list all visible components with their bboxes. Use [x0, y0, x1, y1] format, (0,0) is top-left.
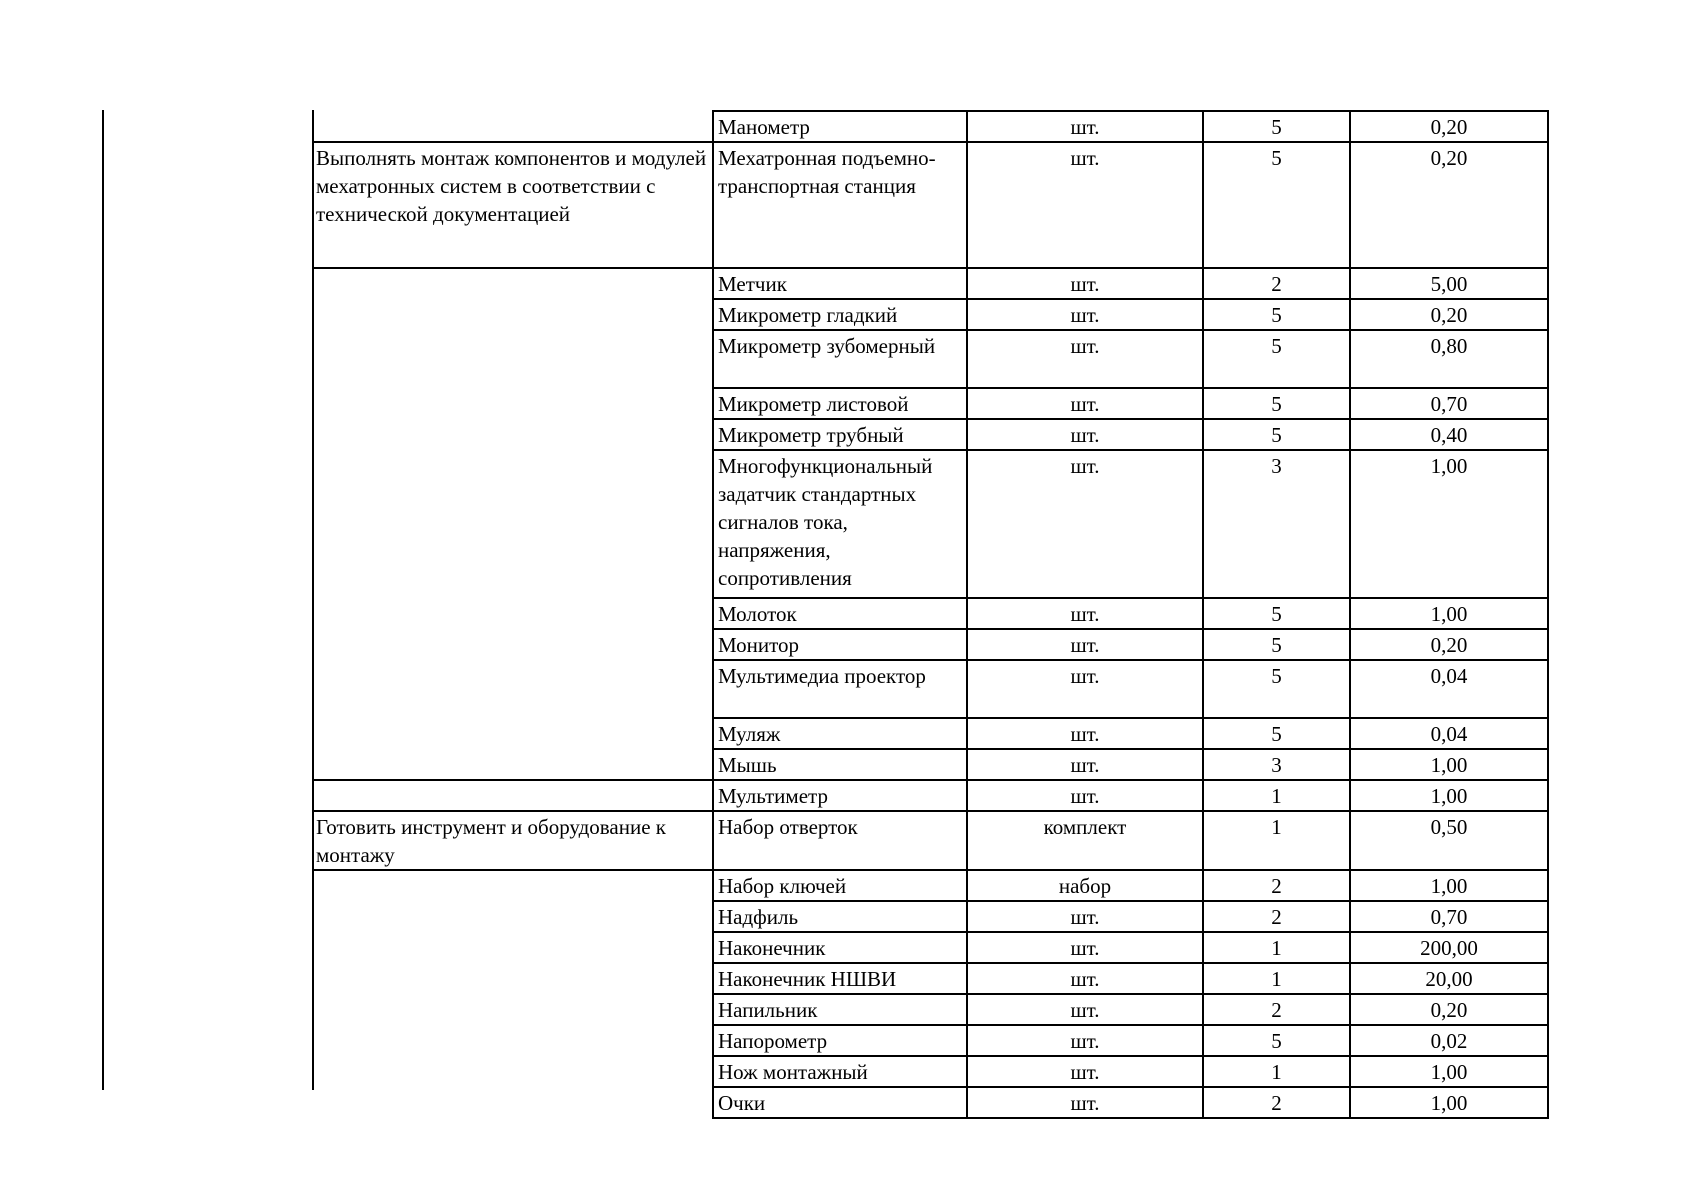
task-cell	[312, 419, 713, 450]
item-name-cell: Метчик	[713, 268, 967, 299]
table-row	[312, 660, 1548, 718]
quantity-cell: 5	[1203, 629, 1350, 660]
item-name-cell: Мультиметр	[713, 780, 967, 811]
task-cell	[312, 388, 713, 419]
coefficient-cell: 5,00	[1350, 268, 1548, 299]
task-cell	[312, 629, 713, 660]
item-name-cell: Нож монтажный	[713, 1056, 967, 1087]
unit-cell: шт.	[967, 419, 1203, 450]
coefficient-cell: 0,02	[1350, 1025, 1548, 1056]
item-name-cell: Мультимедиа проектор	[713, 660, 967, 718]
equipment-table	[312, 110, 1549, 1119]
coefficient-cell: 0,70	[1350, 901, 1548, 932]
quantity-cell: 5	[1203, 111, 1350, 142]
table-row	[312, 388, 1548, 419]
item-name-cell: Мехатронная подъемно-транспортная станция	[713, 142, 967, 268]
table-row	[312, 629, 1548, 660]
table-row	[312, 780, 1548, 811]
coefficient-cell: 1,00	[1350, 870, 1548, 901]
table-row	[312, 598, 1548, 629]
table-row	[312, 994, 1548, 1025]
unit-cell: шт.	[967, 994, 1203, 1025]
item-name-cell: Надфиль	[713, 901, 967, 932]
table-row	[312, 811, 1548, 870]
unit-cell: набор	[967, 870, 1203, 901]
task-cell	[312, 749, 713, 780]
unit-cell: шт.	[967, 932, 1203, 963]
item-name-cell: Наконечник	[713, 932, 967, 963]
task-cell	[312, 1056, 713, 1087]
table-row	[312, 330, 1548, 388]
unit-cell: комплект	[967, 811, 1203, 870]
task-cell	[312, 299, 713, 330]
task-cell	[312, 330, 713, 388]
quantity-cell: 5	[1203, 299, 1350, 330]
unit-cell: шт.	[967, 1087, 1203, 1118]
coefficient-cell: 0,20	[1350, 629, 1548, 660]
item-name-cell: Очки	[713, 1087, 967, 1118]
item-name-cell: Наконечник НШВИ	[713, 963, 967, 994]
quantity-cell: 5	[1203, 330, 1350, 388]
unit-cell: шт.	[967, 749, 1203, 780]
task-cell	[312, 718, 713, 749]
quantity-cell: 5	[1203, 1025, 1350, 1056]
coefficient-cell: 1,00	[1350, 1056, 1548, 1087]
table-row	[312, 749, 1548, 780]
coefficient-cell: 0,50	[1350, 811, 1548, 870]
unit-cell: шт.	[967, 901, 1203, 932]
coefficient-cell: 0,70	[1350, 388, 1548, 419]
coefficient-cell: 0,20	[1350, 142, 1548, 268]
task-cell	[312, 111, 713, 142]
task-cell	[312, 994, 713, 1025]
quantity-cell: 2	[1203, 901, 1350, 932]
quantity-cell: 2	[1203, 994, 1350, 1025]
item-name-cell: Муляж	[713, 718, 967, 749]
item-name-cell: Микрометр листовой	[713, 388, 967, 419]
quantity-cell: 1	[1203, 811, 1350, 870]
item-name-cell: Напорометр	[713, 1025, 967, 1056]
table-row	[312, 450, 1548, 598]
task-cell	[312, 963, 713, 994]
quantity-cell: 5	[1203, 660, 1350, 718]
task-cell	[312, 1087, 713, 1118]
unit-cell: шт.	[967, 299, 1203, 330]
quantity-cell: 2	[1203, 870, 1350, 901]
coefficient-cell: 1,00	[1350, 598, 1548, 629]
task-cell	[312, 450, 713, 598]
coefficient-cell: 0,80	[1350, 330, 1548, 388]
unit-cell: шт.	[967, 388, 1203, 419]
quantity-cell: 5	[1203, 142, 1350, 268]
unit-cell: шт.	[967, 1025, 1203, 1056]
task-cell: Выполнять монтаж компонентов и модулей мехатронных систем в соответствии с технической документацией	[312, 142, 713, 268]
task-cell	[312, 1025, 713, 1056]
quantity-cell: 3	[1203, 749, 1350, 780]
item-name-cell: Многофункциональный задатчик стандартных сигналов тока, напряжения, сопротивления	[713, 450, 967, 598]
unit-cell: шт.	[967, 1056, 1203, 1087]
quantity-cell: 2	[1203, 268, 1350, 299]
coefficient-cell: 1,00	[1350, 749, 1548, 780]
item-name-cell: Мышь	[713, 749, 967, 780]
task-cell	[312, 870, 713, 901]
quantity-cell: 2	[1203, 1087, 1350, 1118]
quantity-cell: 5	[1203, 419, 1350, 450]
coefficient-cell: 0,20	[1350, 994, 1548, 1025]
unit-cell: шт.	[967, 629, 1203, 660]
table-row	[312, 111, 1548, 142]
quantity-cell: 1	[1203, 963, 1350, 994]
task-cell: Готовить инструмент и оборудование к монтажу	[312, 811, 713, 870]
coefficient-cell: 20,00	[1350, 963, 1548, 994]
coefficient-cell: 1,00	[1350, 1087, 1548, 1118]
task-cell	[312, 660, 713, 718]
task-cell	[312, 598, 713, 629]
task-cell	[312, 901, 713, 932]
unit-cell: шт.	[967, 268, 1203, 299]
task-cell	[312, 932, 713, 963]
item-name-cell: Микрометр трубный	[713, 419, 967, 450]
table-row	[312, 1056, 1548, 1087]
table-row	[312, 963, 1548, 994]
item-name-cell: Набор ключей	[713, 870, 967, 901]
table-row	[312, 932, 1548, 963]
coefficient-cell: 0,20	[1350, 111, 1548, 142]
table-row	[312, 142, 1548, 268]
table-row	[312, 901, 1548, 932]
task-cell	[312, 268, 713, 299]
table-row	[312, 718, 1548, 749]
unit-cell: шт.	[967, 111, 1203, 142]
item-name-cell: Микрометр зубомерный	[713, 330, 967, 388]
coefficient-cell: 0,04	[1350, 660, 1548, 718]
quantity-cell: 3	[1203, 450, 1350, 598]
table-row	[312, 1025, 1548, 1056]
item-name-cell: Манометр	[713, 111, 967, 142]
table-row	[312, 299, 1548, 330]
task-cell	[312, 780, 713, 811]
unit-cell: шт.	[967, 450, 1203, 598]
item-name-cell: Набор отверток	[713, 811, 967, 870]
quantity-cell: 1	[1203, 932, 1350, 963]
unit-cell: шт.	[967, 330, 1203, 388]
unit-cell: шт.	[967, 660, 1203, 718]
coefficient-cell: 1,00	[1350, 450, 1548, 598]
coefficient-cell: 0,40	[1350, 419, 1548, 450]
item-name-cell: Микрометр гладкий	[713, 299, 967, 330]
quantity-cell: 1	[1203, 1056, 1350, 1087]
coefficient-cell: 0,20	[1350, 299, 1548, 330]
unit-cell: шт.	[967, 142, 1203, 268]
quantity-cell: 1	[1203, 780, 1350, 811]
coefficient-cell: 0,04	[1350, 718, 1548, 749]
unit-cell: шт.	[967, 963, 1203, 994]
item-name-cell: Монитор	[713, 629, 967, 660]
unit-cell: шт.	[967, 780, 1203, 811]
item-name-cell: Молоток	[713, 598, 967, 629]
table-row	[312, 268, 1548, 299]
unit-cell: шт.	[967, 718, 1203, 749]
table-row	[312, 419, 1548, 450]
table-row	[312, 870, 1548, 901]
quantity-cell: 5	[1203, 598, 1350, 629]
coefficient-cell: 200,00	[1350, 932, 1548, 963]
coefficient-cell: 1,00	[1350, 780, 1548, 811]
quantity-cell: 5	[1203, 718, 1350, 749]
quantity-cell: 5	[1203, 388, 1350, 419]
unit-cell: шт.	[967, 598, 1203, 629]
table-row	[312, 1087, 1548, 1118]
item-name-cell: Напильник	[713, 994, 967, 1025]
left-margin-rule	[102, 110, 104, 1090]
